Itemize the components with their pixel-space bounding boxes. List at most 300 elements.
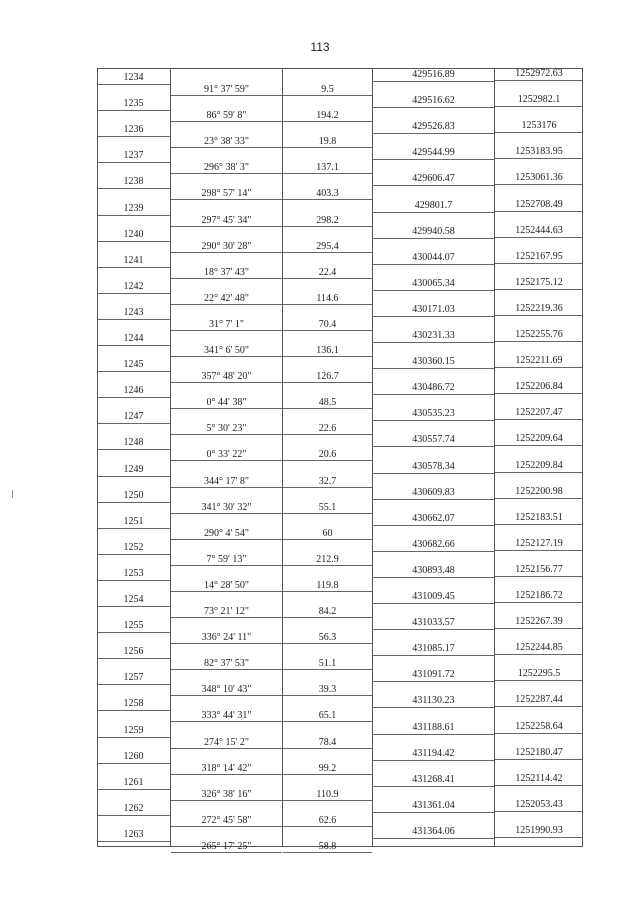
row-rule-point [97, 423, 170, 424]
row-rule-point [97, 658, 170, 659]
row-rule-y [495, 393, 583, 394]
segment-length: 39.3 [318, 684, 337, 696]
row-rule-point [97, 815, 170, 816]
segment-length: 84.2 [318, 606, 337, 617]
row-rule-angle [171, 147, 282, 148]
point-number: 1263 [123, 828, 144, 840]
row-rule-y [495, 576, 583, 577]
coordinate-y: 1252708.49 [515, 198, 563, 210]
row-rule-length [283, 304, 372, 305]
point-number: 1249 [123, 463, 144, 475]
segment-length: 136.1 [316, 345, 339, 356]
direction-angle: 290° 30' 28" [201, 240, 252, 252]
row-rule-length [283, 147, 372, 148]
segment-length: 51.1 [318, 658, 337, 670]
point-number: 1250 [123, 489, 144, 501]
row-rule-length [283, 408, 372, 409]
row-rule-x [373, 629, 494, 630]
row-rule-length [283, 617, 372, 618]
coordinate-y: 1252206.84 [515, 381, 563, 393]
segment-length: 403.3 [316, 188, 339, 200]
coordinate-x: 429516.62 [412, 95, 455, 107]
row-rule-y [495, 445, 583, 446]
point-number: 1259 [123, 724, 144, 736]
row-rule-x [373, 786, 494, 787]
direction-angle: 82° 37' 53" [204, 658, 249, 670]
row-rule-length [283, 513, 372, 514]
row-rule-angle [171, 748, 282, 749]
segment-length: 110.9 [316, 788, 339, 800]
coordinate-y: 1252183.51 [515, 511, 563, 523]
point-number: 1239 [123, 202, 144, 214]
row-rule-y [495, 367, 583, 368]
coordinate-y: 1252207.47 [515, 407, 563, 419]
row-rule-angle [171, 774, 282, 775]
row-rule-y [495, 706, 583, 707]
row-rule-angle [171, 226, 282, 227]
row-rule-angle [171, 695, 282, 696]
direction-angle: 318° 14' 42" [201, 762, 252, 774]
row-rule-x [373, 394, 494, 395]
row-rule-x [373, 473, 494, 474]
direction-angle: 7° 59' 13" [206, 553, 247, 565]
row-rule-length [283, 173, 372, 174]
segment-length: 20.6 [318, 449, 337, 461]
segment-length: 9.5 [321, 84, 334, 95]
point-number: 1245 [123, 359, 144, 371]
row-rule-y [495, 237, 583, 238]
direction-angle: 23° 38' 33" [204, 136, 249, 148]
row-rule-y [495, 341, 583, 342]
row-rule-angle [171, 721, 282, 722]
segment-length: 119.8 [316, 579, 339, 591]
direction-angle: 341° 6' 50" [204, 345, 249, 356]
row-rule-point [97, 841, 170, 842]
point-number: 1240 [123, 228, 144, 240]
segment-length: 62.6 [318, 814, 337, 826]
point-number: 1246 [123, 385, 144, 397]
row-rule-x [373, 838, 494, 839]
coordinate-x: 430171.03 [412, 303, 455, 315]
segment-length: 99.2 [318, 762, 337, 774]
row-rule-x [373, 420, 494, 421]
coordinate-y: 1251990.93 [515, 824, 563, 836]
point-number: 1242 [123, 280, 144, 292]
coordinate-x: 431130.23 [412, 695, 455, 707]
scan-mark [12, 490, 13, 498]
row-rule-point [97, 319, 170, 320]
segment-length: 126.7 [316, 371, 339, 383]
point-number: 1253 [123, 567, 144, 579]
coordinate-x: 430893.48 [412, 564, 455, 576]
coordinate-x: 430682.66 [412, 538, 455, 550]
row-rule-length [283, 278, 372, 279]
row-rule-point [97, 554, 170, 555]
direction-angle: 86° 59' 8" [206, 110, 247, 122]
direction-angle: 73° 21' 12" [204, 606, 249, 617]
row-rule-angle [171, 826, 282, 827]
coordinate-y: 1252972.63 [515, 68, 563, 79]
row-rule-point [97, 110, 170, 111]
page-number: 113 [310, 40, 330, 54]
row-rule-y [495, 158, 583, 159]
row-rule-x [373, 734, 494, 735]
row-rule-angle [171, 95, 282, 96]
coordinate-y: 1252255.76 [515, 329, 563, 340]
row-rule-angle [171, 643, 282, 644]
segment-length: 212.9 [316, 553, 339, 565]
row-rule-x [373, 525, 494, 526]
row-rule-point [97, 632, 170, 633]
direction-angle: 333° 44' 31" [201, 710, 252, 722]
coordinate-x: 431361.04 [412, 799, 455, 811]
coordinate-x: 430535.23 [412, 408, 455, 420]
coordinate-x: 430557.74 [412, 434, 455, 446]
row-rule-x [373, 238, 494, 239]
coordinate-x: 430486.72 [412, 382, 455, 394]
coordinate-y: 1252287.44 [515, 694, 563, 706]
segment-length: 55.1 [318, 501, 337, 513]
segment-length: 56.3 [318, 632, 337, 644]
row-rule-y [495, 550, 583, 551]
row-rule-angle [171, 460, 282, 461]
row-rule-point [97, 188, 170, 189]
point-number: 1247 [123, 411, 144, 423]
coordinate-y: 1253183.95 [515, 146, 563, 158]
row-rule-length [283, 95, 372, 96]
row-rule-x [373, 212, 494, 213]
coordinate-y: 1252114.42 [515, 772, 563, 784]
row-rule-x [373, 264, 494, 265]
point-number: 1262 [123, 802, 144, 814]
direction-angle: 348° 10' 43" [201, 684, 252, 696]
direction-angle: 22° 42' 48" [204, 292, 249, 304]
row-rule-point [97, 162, 170, 163]
point-number: 1238 [123, 176, 144, 188]
row-rule-angle [171, 591, 282, 592]
coordinate-x: 430231.33 [412, 330, 455, 341]
coordinate-y: 1252200.98 [515, 485, 563, 497]
segment-length: 298.2 [316, 214, 339, 226]
direction-angle: 0° 44' 38" [206, 397, 247, 409]
direction-angle: 357° 48' 20" [201, 371, 252, 383]
row-rule-point [97, 371, 170, 372]
row-rule-length [283, 695, 372, 696]
segment-length: 137.1 [316, 162, 339, 174]
row-rule-y [495, 524, 583, 525]
coordinate-y: 1252209.64 [515, 433, 563, 445]
coordinate-y: 1252258.64 [515, 720, 563, 732]
row-rule-angle [171, 199, 282, 200]
row-rule-point [97, 241, 170, 242]
coordinate-y: 1253061.36 [515, 172, 563, 184]
coordinate-x: 429544.99 [412, 147, 455, 159]
direction-angle: 91° 37' 59" [204, 84, 249, 95]
direction-angle: 18° 37' 43" [204, 266, 249, 278]
row-rule-angle [171, 617, 282, 618]
row-rule-length [283, 121, 372, 122]
row-rule-angle [171, 330, 282, 331]
point-number: 1235 [123, 98, 144, 110]
row-rule-angle [171, 408, 282, 409]
coordinate-y: 1252186.72 [515, 590, 563, 601]
direction-angle: 326° 38' 16" [201, 788, 252, 800]
point-number: 1257 [123, 672, 144, 684]
direction-angle: 298° 57' 14" [201, 188, 252, 200]
segment-length: 194.2 [316, 110, 339, 122]
row-rule-x [373, 499, 494, 500]
row-rule-y [495, 837, 583, 838]
row-rule-y [495, 315, 583, 316]
coordinate-y: 1252175.12 [515, 276, 563, 288]
row-rule-x [373, 655, 494, 656]
row-rule-y [495, 184, 583, 185]
point-number: 1241 [123, 254, 144, 266]
row-rule-y [495, 811, 583, 812]
direction-angle: 274° 15' 2" [204, 736, 249, 748]
row-rule-length [283, 774, 372, 775]
row-rule-y [495, 106, 583, 107]
direction-angle: 5° 30' 23" [206, 423, 247, 435]
row-rule-x [373, 185, 494, 186]
coordinate-y: 1252244.85 [515, 642, 563, 654]
row-rule-angle [171, 356, 282, 357]
row-rule-point [97, 345, 170, 346]
point-number: 1251 [123, 515, 144, 527]
row-rule-angle [171, 800, 282, 801]
row-rule-y [495, 132, 583, 133]
row-rule-length [283, 826, 372, 827]
segment-length: 58.8 [318, 840, 337, 852]
coordinate-x: 429606.47 [412, 173, 455, 185]
row-rule-y [495, 419, 583, 420]
row-rule-x [373, 760, 494, 761]
coordinate-y: 1252156.77 [515, 563, 563, 575]
row-rule-length [283, 852, 372, 853]
row-rule-x [373, 342, 494, 343]
coordinate-x: 431085.17 [412, 643, 455, 655]
row-rule-x [373, 603, 494, 604]
row-rule-angle [171, 278, 282, 279]
row-rule-y [495, 680, 583, 681]
coordinate-x: 431188.61 [412, 721, 455, 733]
row-rule-point [97, 136, 170, 137]
row-rule-x [373, 707, 494, 708]
coordinate-y: 1252295.5 [517, 668, 561, 680]
row-rule-y [495, 628, 583, 629]
row-rule-angle [171, 382, 282, 383]
row-rule-angle [171, 539, 282, 540]
row-rule-x [373, 368, 494, 369]
row-rule-point [97, 737, 170, 738]
row-rule-length [283, 800, 372, 801]
coordinate-y: 1252267.39 [515, 616, 563, 628]
coordinate-x: 430044.07 [412, 251, 455, 263]
point-number: 1252 [123, 541, 144, 553]
coordinate-x: 429940.58 [412, 225, 455, 237]
row-rule-y [495, 472, 583, 473]
direction-angle: 296° 38' 3" [204, 162, 249, 174]
row-rule-point [97, 606, 170, 607]
segment-length: 114.6 [316, 292, 339, 304]
coordinate-y: 1252444.63 [515, 224, 563, 236]
row-rule-y [495, 498, 583, 499]
point-number: 1261 [123, 776, 144, 788]
segment-length: 48.5 [318, 397, 337, 409]
row-rule-y [495, 733, 583, 734]
row-rule-length [283, 539, 372, 540]
coordinate-x: 430578.34 [412, 460, 455, 472]
row-rule-length [283, 487, 372, 488]
coordinate-x: 430065.34 [412, 277, 455, 289]
row-rule-angle [171, 487, 282, 488]
segment-length: 22.4 [318, 266, 337, 278]
coordinate-y: 1252167.95 [515, 250, 563, 262]
coordinate-y: 1252982.1 [517, 94, 561, 106]
row-rule-x [373, 577, 494, 578]
row-rule-length [283, 460, 372, 461]
coordinate-y: 1252180.47 [515, 746, 563, 758]
row-rule-y [495, 602, 583, 603]
row-rule-point [97, 789, 170, 790]
row-rule-x [373, 446, 494, 447]
row-rule-x [373, 316, 494, 317]
coordinate-y: 1252219.36 [515, 302, 563, 314]
row-rule-point [97, 580, 170, 581]
row-rule-y [495, 211, 583, 212]
row-rule-point [97, 710, 170, 711]
row-rule-y [495, 785, 583, 786]
point-number: 1255 [123, 620, 144, 632]
row-rule-point [97, 528, 170, 529]
coordinate-x: 431364.06 [412, 825, 455, 837]
segment-length: 60 [322, 527, 333, 539]
row-rule-angle [171, 252, 282, 253]
direction-angle: 0° 33' 22" [206, 449, 247, 461]
row-rule-length [283, 356, 372, 357]
row-rule-y [495, 289, 583, 290]
segment-length: 19.8 [318, 136, 337, 148]
row-rule-x [373, 290, 494, 291]
coordinate-x: 431194.42 [412, 747, 455, 759]
row-rule-y [495, 263, 583, 264]
row-rule-length [283, 565, 372, 566]
direction-angle: 31° 7' 1" [209, 318, 244, 330]
direction-angle: 341° 30' 32" [201, 501, 252, 513]
coordinate-y: 1252209.84 [515, 459, 563, 471]
point-number: 1256 [123, 646, 144, 658]
row-rule-length [283, 199, 372, 200]
direction-angle: 290° 4' 54" [204, 527, 249, 539]
row-rule-angle [171, 852, 282, 853]
segment-length: 32.7 [318, 475, 337, 487]
row-rule-length [283, 434, 372, 435]
point-number: 1237 [123, 150, 144, 162]
coordinate-x: 429526.83 [412, 121, 455, 133]
row-rule-length [283, 643, 372, 644]
row-rule-length [283, 721, 372, 722]
row-rule-point [97, 449, 170, 450]
row-rule-length [283, 330, 372, 331]
point-number: 1254 [123, 594, 144, 605]
row-rule-angle [171, 513, 282, 514]
segment-length: 22.6 [318, 423, 337, 435]
coordinate-y: 1252053.43 [515, 798, 563, 810]
row-rule-x [373, 159, 494, 160]
coordinate-y: 1253176 [521, 120, 557, 132]
coordinate-y: 1252127.19 [515, 537, 563, 549]
direction-angle: 265° 17' 25" [201, 840, 252, 852]
row-rule-point [97, 293, 170, 294]
row-rule-angle [171, 565, 282, 566]
direction-angle: 297° 45' 34" [201, 214, 252, 226]
coordinate-x: 431091.72 [412, 669, 455, 681]
row-rule-point [97, 763, 170, 764]
row-rule-point [97, 215, 170, 216]
point-number: 1234 [123, 72, 144, 83]
coordinate-x: 431033.57 [412, 617, 455, 629]
row-rule-length [283, 748, 372, 749]
segment-length: 295.4 [316, 240, 339, 252]
coordinate-x: 430662.07 [412, 512, 455, 524]
row-rule-angle [171, 669, 282, 670]
point-number: 1244 [123, 333, 144, 344]
point-number: 1260 [123, 750, 144, 762]
row-rule-length [283, 591, 372, 592]
point-number: 1248 [123, 437, 144, 449]
point-number: 1258 [123, 698, 144, 710]
coordinate-y: 1252211.69 [515, 355, 563, 367]
row-rule-x [373, 81, 494, 82]
row-rule-length [283, 669, 372, 670]
row-rule-point [97, 476, 170, 477]
row-rule-y [495, 80, 583, 81]
row-rule-x [373, 551, 494, 552]
row-rule-angle [171, 121, 282, 122]
coordinate-x: 429801.7 [414, 199, 453, 211]
row-rule-y [495, 759, 583, 760]
row-rule-length [283, 382, 372, 383]
coordinate-x: 429516.89 [412, 69, 455, 80]
row-rule-x [373, 133, 494, 134]
coordinate-x: 431009.45 [412, 591, 455, 602]
row-rule-point [97, 502, 170, 503]
row-rule-point [97, 684, 170, 685]
segment-length: 70.4 [318, 318, 337, 330]
row-rule-angle [171, 434, 282, 435]
direction-angle: 344° 17' 8" [204, 475, 249, 487]
point-number: 1243 [123, 306, 144, 318]
row-rule-point [97, 84, 170, 85]
segment-length: 78.4 [318, 736, 337, 748]
segment-length: 65.1 [318, 710, 337, 722]
direction-angle: 14° 28' 50" [204, 579, 249, 591]
coordinate-x: 430609.83 [412, 486, 455, 498]
row-rule-length [283, 252, 372, 253]
row-rule-length [283, 226, 372, 227]
row-rule-x [373, 812, 494, 813]
point-number: 1236 [123, 124, 144, 136]
coordinate-x: 431268.41 [412, 773, 455, 785]
row-rule-angle [171, 173, 282, 174]
row-rule-x [373, 681, 494, 682]
row-rule-point [97, 267, 170, 268]
row-rule-point [97, 397, 170, 398]
direction-angle: 336° 24' 11" [201, 632, 252, 644]
row-rule-x [373, 107, 494, 108]
coordinate-x: 430360.15 [412, 356, 455, 368]
direction-angle: 272° 45' 58" [201, 814, 252, 826]
